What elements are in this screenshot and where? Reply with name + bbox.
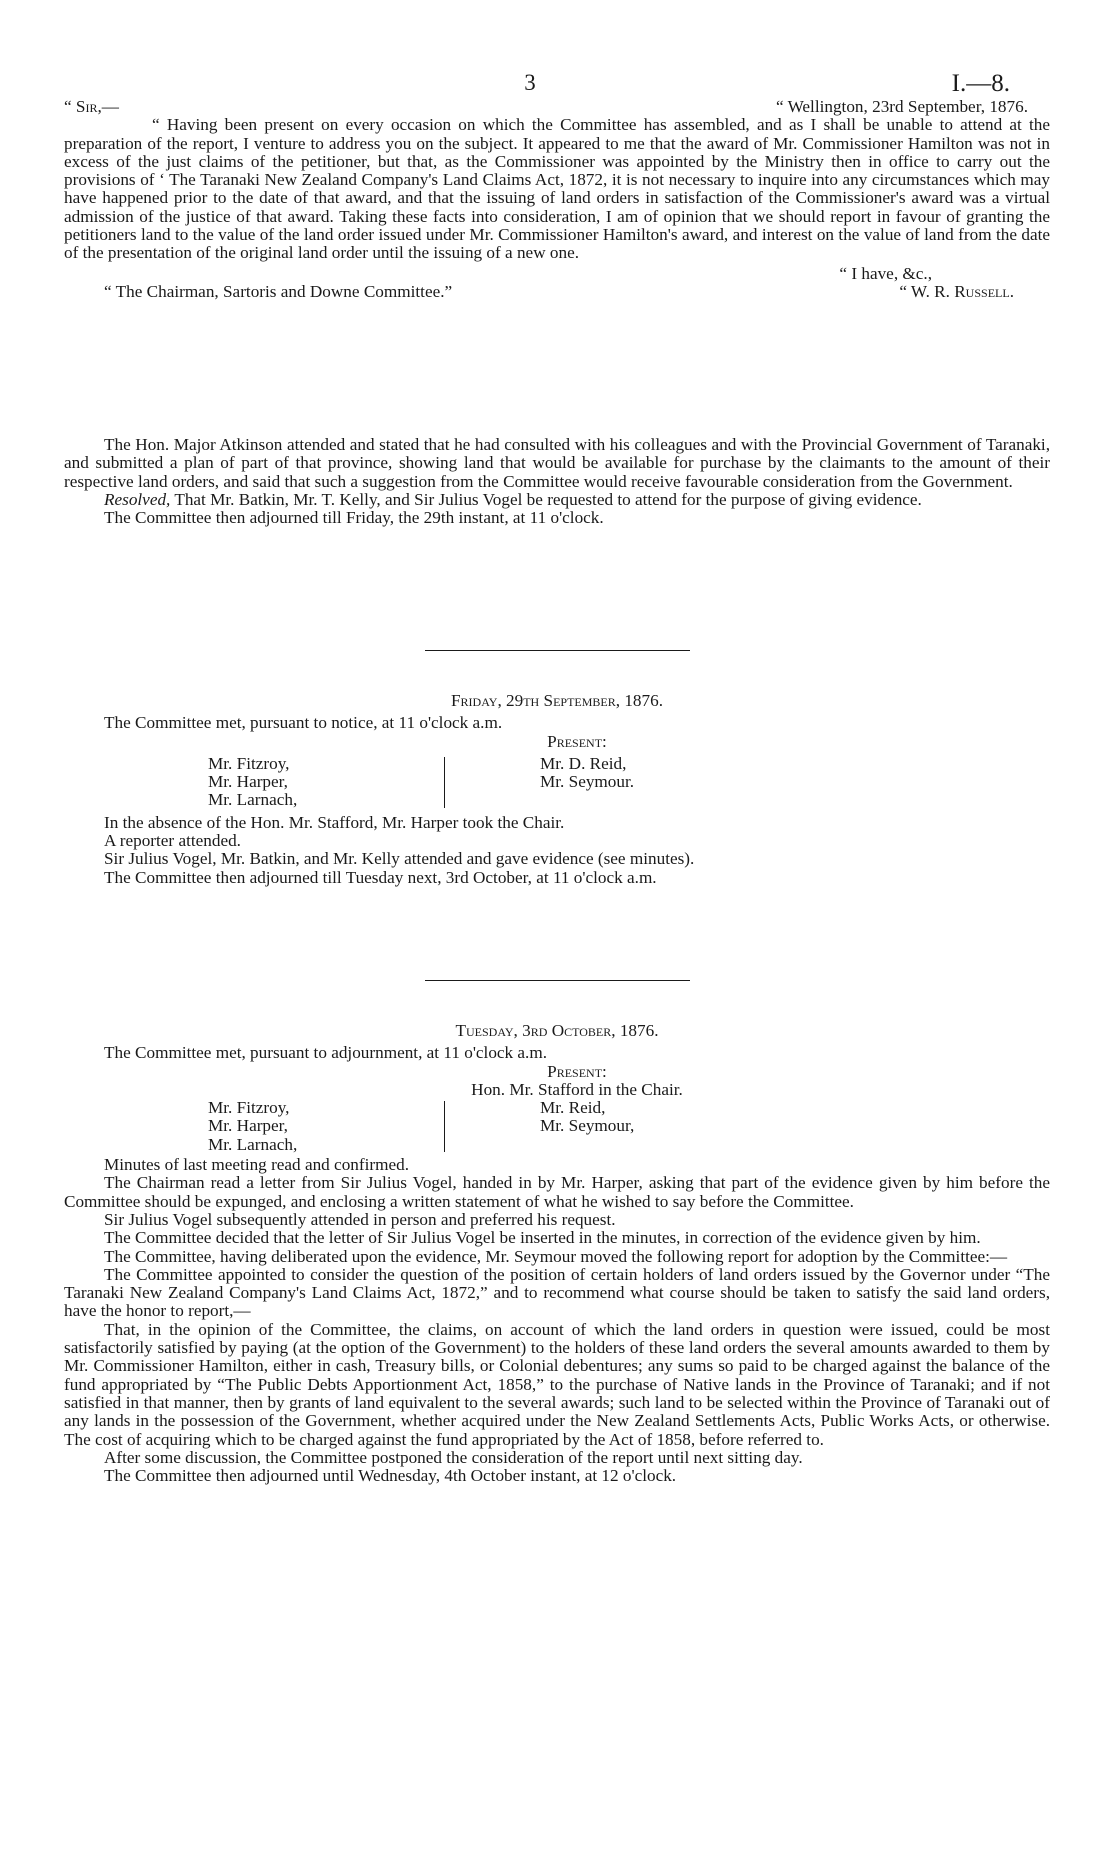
report-intro-paragraph: The Committee appointed to consider the question of the position of certain holders of land orders issued by the Governor under “The Taranaki New Zealand Company's Land Claims Act, 1872,” and to recommend what course should be taken to satisfy the said land orders, have the honor to report,— — [64, 1264, 1050, 1321]
attendee: Mr. Harper, — [208, 1116, 288, 1136]
attendee: Mr. Seymour, — [540, 1116, 635, 1136]
minute-paragraph: The Committee decided that the letter of Sir Julius Vogel be inserted in the minutes, in correction of the evidence given by him. — [104, 1228, 981, 1248]
attendee: Mr. Seymour. — [540, 772, 635, 792]
letter-section — [64, 98, 1050, 301]
tuesday-chair: Hon. Mr. Stafford in the Chair. — [471, 1079, 683, 1099]
attendee: Mr. Fitzroy, — [208, 1098, 290, 1118]
attendee: Mr. Fitzroy, — [208, 753, 290, 773]
minute-line: The Committee then adjourned till Tuesday next, 3rd October, at 11 o'clock a.m. — [104, 867, 657, 887]
section-divider-1 — [64, 650, 1050, 651]
friday-attendance-right — [445, 755, 634, 810]
attendee: Mr. Harper, — [208, 772, 288, 792]
friday-met: The Committee met, pursuant to notice, at 11 o'clock a.m. — [104, 713, 503, 733]
letter-body: “ Having been present on every occasion on which the Committee has assembled, and as I shall be unable to attend at the preparation of the report, I venture to address you on the subject. It appeared to me that the award of Mr. Commissioner Hamilton was not in excess of the just claims of the petitioner, but that, as the Commissioner was appointed by the Ministry then in office to carry out the provisions of ‘ The Taranaki New Zealand Company's Land Claims Act, 1872, it is not necessary to inquire into any circumstances which may have happened prior to the date of that award, and that the issuing of land orders in satisfaction of the Commissioner's award was a virtual admission of the justice of that award. Taking these facts into consideration, I am of opinion that we should report in favour of granting the petitioners land to the value of the land order issued under Mr. Commissioner Hamilton's award, and interest on the value of land from the date of the presentation of the original land order until the issuing of a new one. — [64, 115, 1050, 263]
tuesday-title: Tuesday, 3rd October, 1876. — [455, 1021, 659, 1040]
friday-minutes — [64, 814, 1050, 887]
report-body-paragraph: That, in the opinion of the Committee, the claims, on account of which the land orders in question were issued, could be most satisfactorily satisfied by paying (at the option of the Government) to the holders of these land orders the several amounts awarded to them by Mr. Commissioner Hamilton, either in cash, Treasury bills, or Colonial debentures; any sums so paid to be charged against the balance of the fund appropriated by “The Public Debts Apportionment Act, 1858,” to the purchase of Native lands in the Province of Taranaki; and if not satisfied in that manner, then by grants of land equivalent to the several awards; such land to be selected within the Province of Taranaki out of any lands in the possession of the Government, whether acquired under the New Zealand Settlements Acts, Public Works Acts, or otherwise. The cost of acquiring which to be charged against the fund appropriated by the Act of 1858, before referred to. — [64, 1319, 1050, 1449]
letter-place-date: “ Wellington, 23rd September, 1876. — [775, 97, 1028, 116]
minute-paragraph: The Committee, having deliberated upon the evidence, Mr. Seymour moved the following report for adoption by the Committee:— — [104, 1246, 1008, 1266]
friday-attendance-left — [64, 755, 444, 810]
attendee: Mr. D. Reid, — [540, 753, 627, 773]
tuesday-met: The Committee met, pursuant to adjournment, at 11 o'clock a.m. — [104, 1043, 548, 1063]
friday-section — [64, 692, 1050, 887]
attendee: Mr. Larnach, — [208, 1134, 298, 1154]
minute-paragraph: Minutes of last meeting read and confirmed. — [104, 1155, 409, 1175]
resolved-paragraph — [64, 491, 1050, 509]
minute-line: In the absence of the Hon. Mr. Stafford, Mr. Harper took the Chair. — [104, 812, 565, 832]
friday-title: Friday, 29th September, 1876. — [450, 691, 664, 710]
minute-paragraph: After some discussion, the Committee postponed the consideration of the report until next sitting day. — [104, 1447, 803, 1467]
section-divider-2 — [64, 980, 1050, 981]
letter-salutation: “ Sir,— — [64, 97, 119, 116]
letter-addressee: “ The Chairman, Sartoris and Downe Committee.” — [104, 281, 453, 301]
minute-line: Sir Julius Vogel, Mr. Batkin, and Mr. Kelly attended and gave evidence (see minutes). — [104, 849, 695, 869]
tuesday-attendance — [64, 1099, 1050, 1154]
atkinson-section — [64, 436, 1050, 527]
resolved-text: That Mr. Batkin, Mr. T. Kelly, and Sir Julius Vogel be requested to attend for the purpose of giving evidence. — [170, 489, 922, 509]
letter-heading — [64, 98, 1050, 116]
tuesday-minutes — [64, 1156, 1050, 1485]
friday-present-label: Present: — [547, 731, 607, 751]
tuesday-attendance-right — [445, 1099, 634, 1154]
minute-paragraph: The Committee then adjourned until Wednesday, 4th October instant, at 12 o'clock. — [104, 1466, 677, 1486]
minute-paragraph: The Chairman read a letter from Sir Julius Vogel, handed in by Mr. Harper, asking that part of the evidence given by him before the Committee should be expunged, and enclosing a written statement of what he wished to say before the Committee. — [64, 1173, 1050, 1211]
letter-footer — [64, 283, 1050, 301]
friday-attendance — [64, 755, 1050, 810]
page-number: 3 — [524, 70, 536, 95]
letter-signature: “ W. R. Russell. — [899, 281, 1014, 301]
letter-closing: “ I have, &c., — [839, 263, 932, 283]
adjourned-paragraph: The Committee then adjourned till Friday, the 29th instant, at 11 o'clock. — [104, 508, 604, 528]
attendee: Mr. Reid, — [540, 1098, 606, 1118]
minute-line: A reporter attended. — [104, 831, 241, 851]
attendee: Mr. Larnach, — [208, 790, 298, 810]
tuesday-attendance-left — [64, 1099, 444, 1154]
document-reference: I.—8. — [951, 70, 1010, 97]
atkinson-paragraph: The Hon. Major Atkinson attended and stated that he had consulted with his colleagues and with the Provincial Government of Taranaki, and submitted a plan of part of that province, showing land that would be available for purchase by the claimants to the amount of their respective land orders, and said that such a suggestion from the Committee would receive favourable consideration from the Government. — [64, 435, 1050, 491]
resolved-label: Resolved, — [104, 489, 171, 509]
minute-paragraph: Sir Julius Vogel subsequently attended in person and preferred his request. — [104, 1209, 616, 1229]
tuesday-present-label: Present: — [547, 1061, 607, 1081]
tuesday-section — [64, 1022, 1050, 1485]
